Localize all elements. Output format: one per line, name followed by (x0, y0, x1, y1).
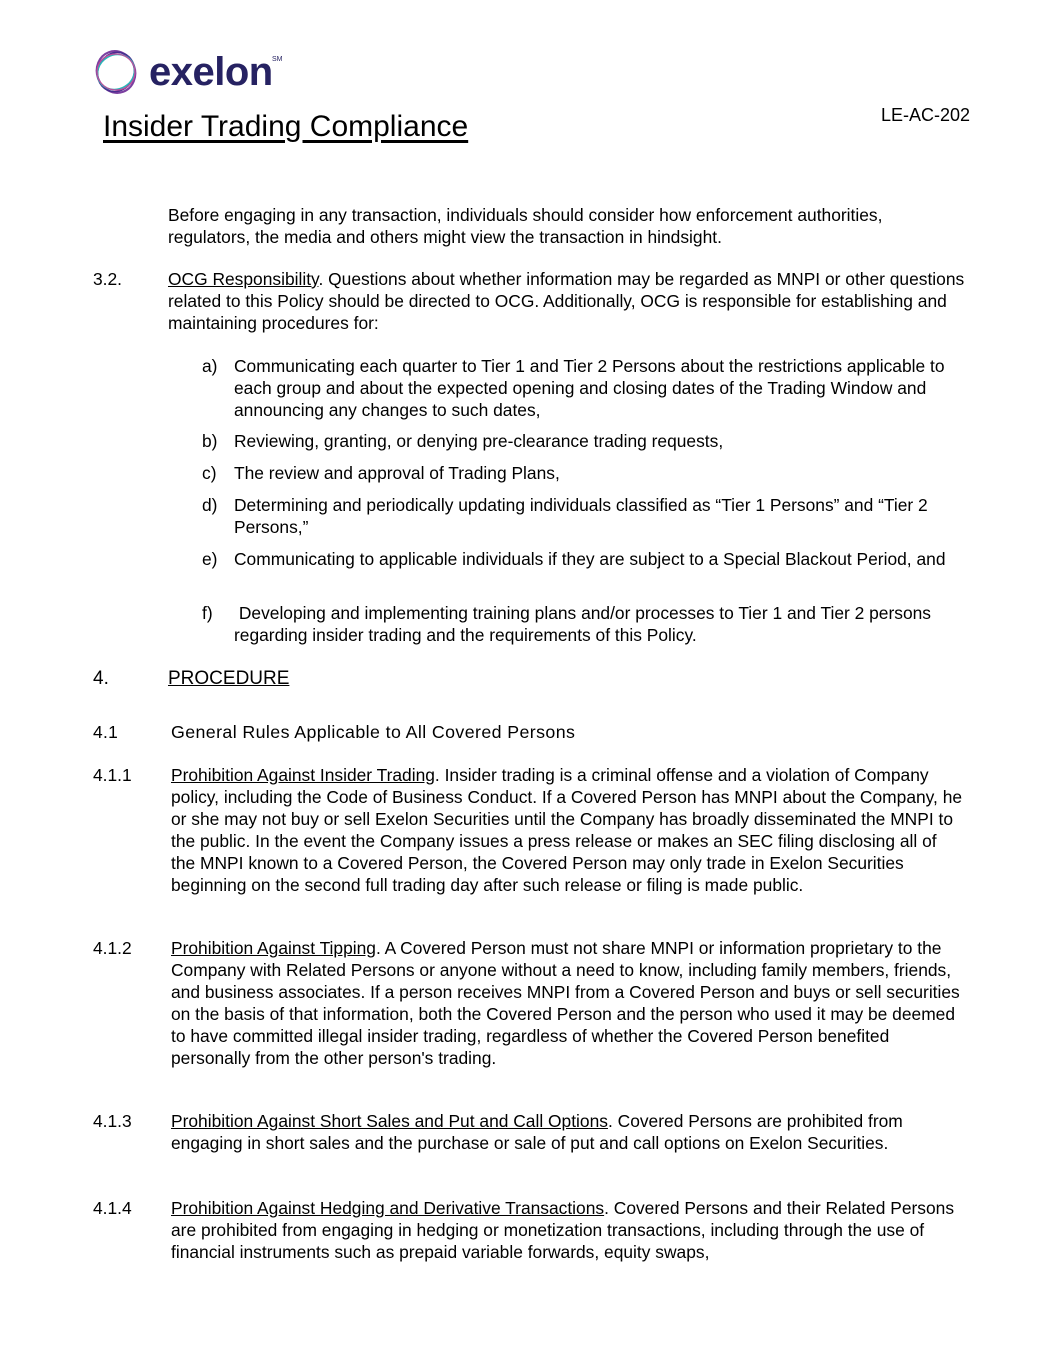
section-4-1-4-heading: Prohibition Against Hedging and Derivative Transactions (171, 1198, 605, 1218)
list-item-e: Communicating to applicable individuals if they are subject to a Special Blackout Period, and (234, 549, 946, 569)
section-4-1-1-heading: Prohibition Against Insider Trading (171, 765, 435, 785)
list-marker-a: a) (202, 356, 218, 376)
section-3-2-paragraph (168, 268, 968, 334)
list-marker-e: e) (202, 549, 218, 569)
list-marker-d: d) (202, 495, 218, 515)
section-4-1-number: 4.1 (93, 722, 119, 742)
section-3-2-text: . Questions about whether information may be regarded as MNPI or other questions related to this Policy should be directed to OCG. Additionally, OCG is responsible for establishing and maintaining procedures for: (168, 269, 965, 333)
list-item-a: Communicating each quarter to Tier 1 and Tier 2 Persons about the restrictions applicable to each group and about the expected opening and closing dates of the Trading Window and announcing any changes to such dates, (234, 356, 945, 420)
section-4-heading: PROCEDURE (168, 668, 290, 689)
section-3-2-number: 3.2. (93, 269, 123, 289)
list-item-f: Developing and implementing training plans and/or processes to Tier 1 and Tier 2 persons regarding insider trading and the requirements of this Policy. (234, 603, 936, 645)
section-4-1-1-number: 4.1.1 (93, 765, 132, 785)
section-4-1-2-number: 4.1.2 (93, 938, 132, 958)
document-code: LE-AC-202 (881, 105, 971, 125)
list-marker-c: c) (202, 463, 217, 483)
section-4-1-1-text: . Insider trading is a criminal offense and a violation of Company policy, including the Code of Business Conduct. If a Covered Person has MNPI about the Company, he or she may not buy or sell Exelon Securities until the Company has broadly disseminated the MNPI to the public. In the event the Company issues a press release or makes an SEC filing disclosing all of the MNPI known to a Covered Person, the Covered Person may only trade in Exelon Securities beginning on the second full trading day after such release or filing is made public. (171, 765, 963, 895)
section-4-1-4-number: 4.1.4 (93, 1198, 132, 1218)
list-item-c: The review and approval of Trading Plans, (234, 463, 560, 483)
exelon-wordmark: exelon (149, 50, 273, 94)
section-4-1-1-paragraph (171, 764, 963, 896)
section-3-2-heading: OCG Responsibility (168, 269, 319, 289)
exelon-ring-icon (92, 46, 142, 98)
section-4-1-4-text: . Covered Persons and their Related Persons are prohibited from engaging in hedging or monetization transactions, including through the use of financial instruments such as prepaid variable forwards, equity swaps, (171, 1198, 955, 1262)
document-title: Insider Trading Compliance (103, 110, 469, 143)
section-4-1-2-heading: Prohibition Against Tipping (171, 938, 376, 958)
exelon-logo (92, 44, 292, 100)
section-4-1-3-heading: Prohibition Against Short Sales and Put and Call Options (171, 1111, 608, 1131)
section-4-1-heading: General Rules Applicable to All Covered Persons (171, 722, 576, 742)
list-marker-f: f) (202, 603, 213, 623)
list-item-d: Determining and periodically updating individuals classified as “Tier 1 Persons” and “Tier 2 Persons,” (234, 495, 928, 537)
section-4-1-3-paragraph (171, 1110, 941, 1154)
intro-text: Before engaging in any transaction, individuals should consider how enforcement authorities, regulators, the media and others might view the transaction in hindsight. (168, 205, 883, 247)
service-mark: SM (272, 56, 283, 63)
section-4-1-3-number: 4.1.3 (93, 1111, 132, 1131)
section-4-number: 4. (93, 668, 109, 689)
intro-paragraph (168, 204, 968, 248)
section-4-1-3-text: . Covered Persons are prohibited from engaging in short sales and the purchase or sale of put and call options on Exelon Securities. (171, 1111, 903, 1153)
section-4-1-2-paragraph (171, 937, 966, 1069)
list-item-b: Reviewing, granting, or denying pre-clearance trading requests, (234, 431, 724, 451)
list-marker-b: b) (202, 431, 218, 451)
section-4-1-4-paragraph (171, 1197, 961, 1263)
section-4-1-2-text: . A Covered Person must not share MNPI or information proprietary to the Company with Related Persons or anyone without a need to know, including family members, friends, and business associates. If a person receives MNPI from a Covered Person and buys or sell securities on the basis of that information, both the Covered Person and the person who used it may be deemed to have committed illegal insider trading, regardless of whether the Covered Person benefited personally from the other person's trading. (171, 938, 960, 1068)
